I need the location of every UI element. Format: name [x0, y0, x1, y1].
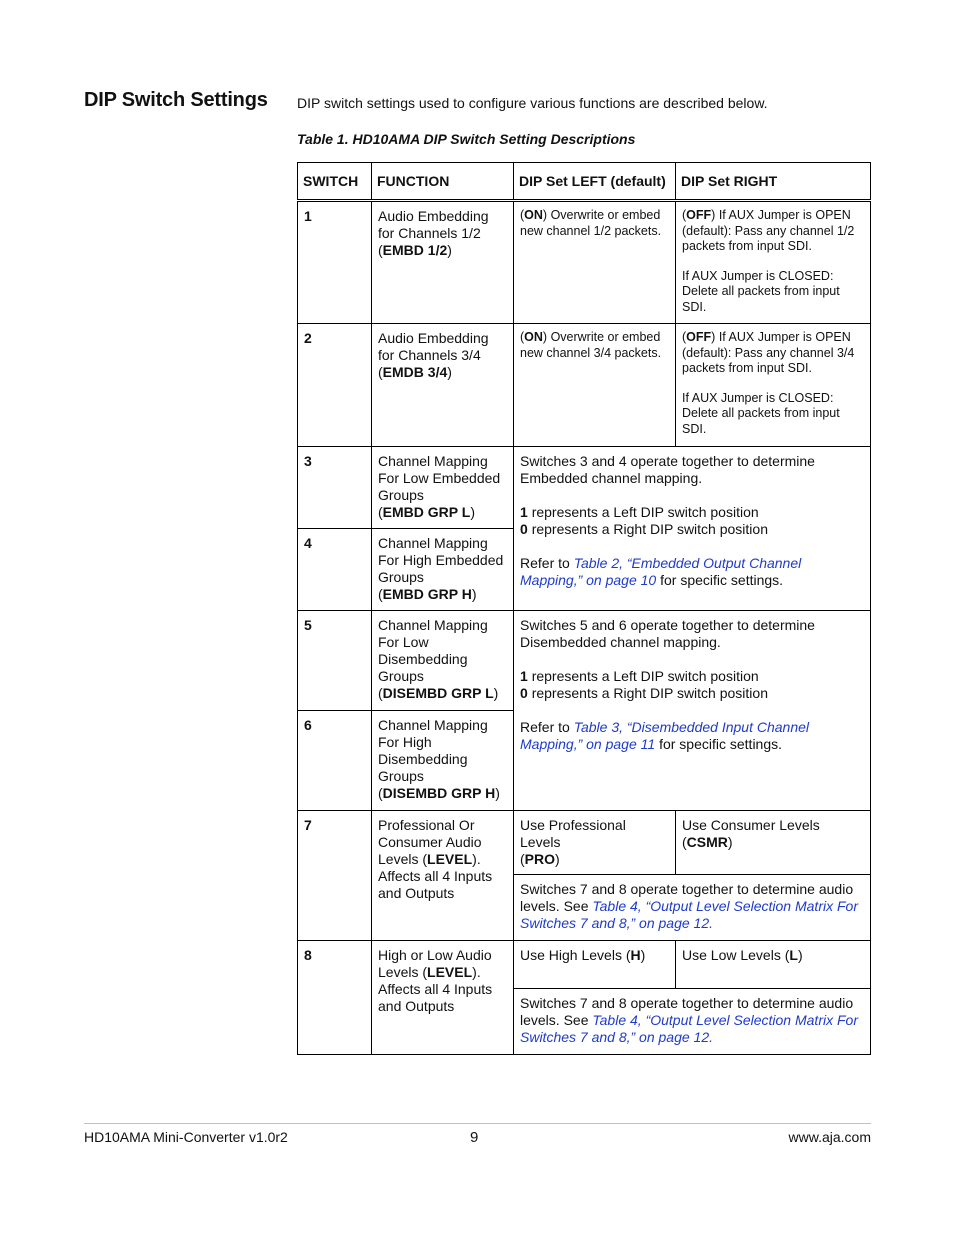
dip-switch-table	[297, 162, 871, 1055]
dip-left-cell: (ON) Overwrite or embed new channel 3/4 packets.	[514, 324, 676, 447]
table-4-link[interactable]: Table 4, “Output Level Selection Matrix For Switches 7 and 8,” on page 12	[520, 898, 858, 931]
table-2-link[interactable]: Table 2, “Embedded Output Channel Mapping,” on page 10	[520, 555, 802, 588]
dip-right-cell: Use Low Levels (L)	[676, 941, 871, 989]
function-cell: Channel Mapping For Low Embedded Groups (EMBD GRP L)	[372, 447, 514, 529]
switch-number: 6	[298, 711, 372, 811]
function-code: LEVEL	[427, 851, 473, 867]
footer-divider	[84, 1123, 871, 1124]
function-code: DISEMBD GRP L	[382, 685, 494, 701]
switch-number: 7	[298, 811, 372, 941]
dip-right-cell: (OFF) If AUX Jumper is OPEN (default): Pass any channel 3/4 packets from input SDI. If AUX Jumper is CLOSED: Delete all packets from input SDI.	[676, 324, 871, 447]
table-row	[298, 811, 871, 875]
switch-number: 4	[298, 529, 372, 611]
merged-mapping-cell: Switches 3 and 4 operate together to determine Embedded channel mapping. 1 represents a Left DIP switch position 0 represents a Right DIP switch position Refer to Table 2, “Embedded Output Channel Mapping,” on page 10 for specific settings.	[514, 447, 871, 611]
function-cell: Channel Mapping For High Disembedding Groups (DISEMBD GRP H)	[372, 711, 514, 811]
switch-number: 8	[298, 941, 372, 1055]
table-row	[298, 611, 871, 711]
section-title: DIP Switch Settings	[84, 89, 268, 111]
switch-number: 5	[298, 611, 372, 711]
dip-left-cell: Use High Levels (H)	[514, 941, 676, 989]
function-cell: Audio Embedding for Channels 1/2 (EMBD 1/2)	[372, 201, 514, 324]
dip-left-cell: Use Professional Levels (PRO)	[514, 811, 676, 875]
function-code: LEVEL	[427, 964, 473, 980]
switch-number: 1	[298, 201, 372, 324]
level-note-cell: Switches 7 and 8 operate together to determine audio levels. See Table 4, “Output Level Selection Matrix For Switches 7 and 8,” on page 12.	[514, 875, 871, 941]
dip-left-cell: (ON) Overwrite or embed new channel 1/2 packets.	[514, 201, 676, 324]
table-3-link[interactable]: Table 3, “Disembedded Input Channel Mapping,” on page 11	[520, 719, 810, 752]
footer-page-number: 9	[470, 1129, 479, 1146]
header-switch: SWITCH	[298, 163, 372, 201]
function-cell: Channel Mapping For Low Disembedding Groups (DISEMBD GRP L)	[372, 611, 514, 711]
table-4-link[interactable]: Table 4, “Output Level Selection Matrix For Switches 7 and 8,” on page 12	[520, 1012, 858, 1045]
table-row	[298, 201, 871, 324]
dip-right-cell: (OFF) If AUX Jumper is OPEN (default): Pass any channel 1/2 packets from input SDI. If AUX Jumper is CLOSED: Delete all packets from input SDI.	[676, 201, 871, 324]
table-row	[298, 447, 871, 529]
merged-mapping-cell: Switches 5 and 6 operate together to determine Disembedded channel mapping. 1 represents a Left DIP switch position 0 represents a Right DIP switch position Refer to Table 3, “Disembedded Input Channel Mapping,” on page 11 for specific settings.	[514, 611, 871, 811]
table-header-row	[298, 163, 871, 201]
intro-text: DIP switch settings used to configure various functions are described below.	[297, 95, 768, 111]
function-cell: High or Low Audio Levels (LEVEL). Affects all 4 Inputs and Outputs	[372, 941, 514, 1055]
function-cell: Professional Or Consumer Audio Levels (LEVEL). Affects all 4 Inputs and Outputs	[372, 811, 514, 941]
table-row	[298, 941, 871, 989]
function-cell: Channel Mapping For High Embedded Groups (EMBD GRP H)	[372, 529, 514, 611]
function-code: EMBD GRP H	[382, 586, 472, 602]
table-caption: Table 1. HD10AMA DIP Switch Setting Descriptions	[297, 131, 636, 147]
switch-number: 3	[298, 447, 372, 529]
function-code: DISEMBD GRP H	[382, 785, 496, 801]
switch-number: 2	[298, 324, 372, 447]
header-function: FUNCTION	[372, 163, 514, 201]
function-code: EMDB 3/4	[382, 364, 448, 380]
header-dip-left: DIP Set LEFT (default)	[514, 163, 676, 201]
function-cell: Audio Embedding for Channels 3/4 (EMDB 3/4)	[372, 324, 514, 447]
function-code: EMBD GRP L	[382, 504, 471, 520]
footer-document-title: HD10AMA Mini-Converter v1.0r2	[84, 1129, 288, 1145]
footer-website: www.aja.com	[788, 1129, 871, 1145]
dip-right-cell: Use Consumer Levels (CSMR)	[676, 811, 871, 875]
function-code: EMBD 1/2	[382, 242, 448, 258]
table-row	[298, 324, 871, 447]
level-note-cell: Switches 7 and 8 operate together to determine audio levels. See Table 4, “Output Level Selection Matrix For Switches 7 and 8,” on page 12.	[514, 989, 871, 1055]
header-dip-right: DIP Set RIGHT	[676, 163, 871, 201]
